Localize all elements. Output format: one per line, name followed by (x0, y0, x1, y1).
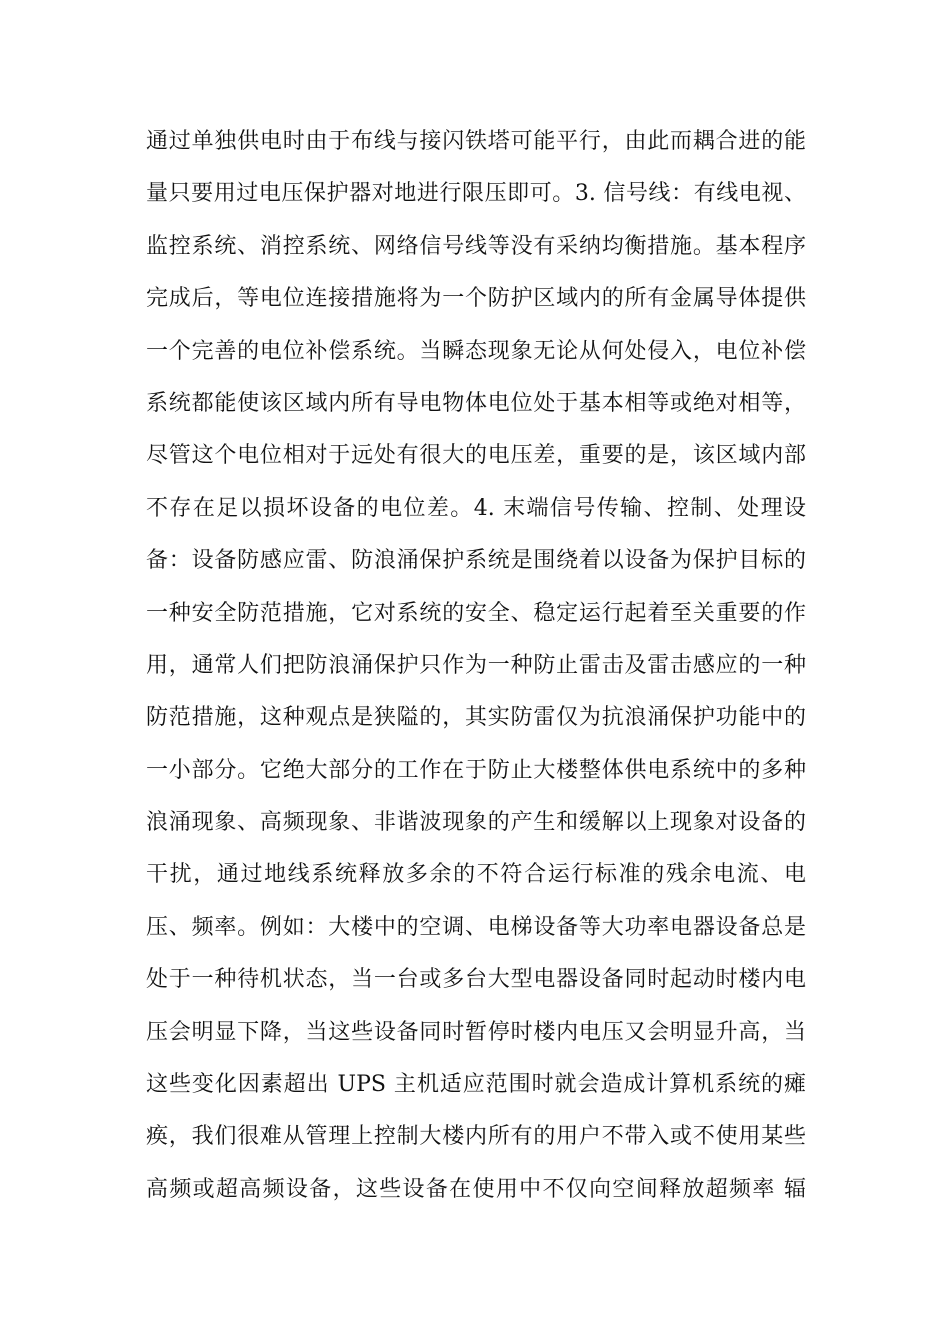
text-line: 压会明显下降，当这些设备同时暂停时楼内电压又会明显升高，当 (146, 1019, 806, 1045)
body-text (146, 116, 806, 1216)
text-line: 一个完善的电位补偿系统。当瞬态现象无论从何处侵入，电位补偿 (146, 338, 806, 364)
text-line: 高频或超高频设备，这些设备在使用中不仅向空间释放超频率 辐 (146, 1176, 806, 1202)
text-line: 浪涌现象、高频现象、非谐波现象的产生和缓解以上现象对设备的 (146, 810, 806, 836)
text-line: 用，通常人们把防浪涌保护只作为一种防止雷击及雷击感应的一种 (146, 652, 806, 678)
text-line: 一种安全防范措施，它对系统的安全、稳定运行起着至关重要的作 (146, 600, 806, 626)
text-line: 量只要用过电压保护器对地进行限压即可。3. 信号线：有线电视、 (146, 181, 806, 207)
text-line: 完成后，等电位连接措施将为一个防护区域内的所有金属导体提供 (146, 286, 806, 312)
text-line: 通过单独供电时由于布线与接闪铁塔可能平行，由此而耦合进的能 (146, 129, 806, 154)
text-line: 尽管这个电位相对于远处有很大的电压差，重要的是，该区域内部 (146, 443, 806, 469)
text-line: 处于一种待机状态，当一台或多台大型电器设备同时起动时楼内电 (146, 967, 806, 993)
text-line: 不存在足以损坏设备的电位差。4. 末端信号传输、控制、处理设 (146, 495, 806, 521)
text-line: 一小部分。它绝大部分的工作在于防止大楼整体供电系统中的多种 (146, 757, 806, 783)
text-line: 备：设备防感应雷、防浪涌保护系统是围绕着以设备为保护目标的 (146, 548, 806, 574)
text-line: 这些变化因素超出 UPS 主机适应范围时就会造成计算机系统的瘫 (146, 1072, 806, 1098)
text-line: 防范措施，这种观点是狭隘的，其实防雷仅为抗浪涌保护功能中的 (146, 705, 806, 731)
text-line: 干扰，通过地线系统释放多余的不符合运行标准的残余电流、电 (146, 862, 806, 888)
text-line: 痪，我们很难从管理上控制大楼内所有的用户不带入或不使用某些 (146, 1124, 806, 1150)
text-line: 系统都能使该区域内所有导电物体电位处于基本相等或绝对相等， (146, 390, 806, 416)
text-line: 监控系统、消控系统、网络信号线等没有采纳均衡措施。基本程序 (146, 233, 806, 259)
text-line: 压、频率。例如：大楼中的空调、电梯设备等大功率电器设备总是 (146, 914, 806, 940)
